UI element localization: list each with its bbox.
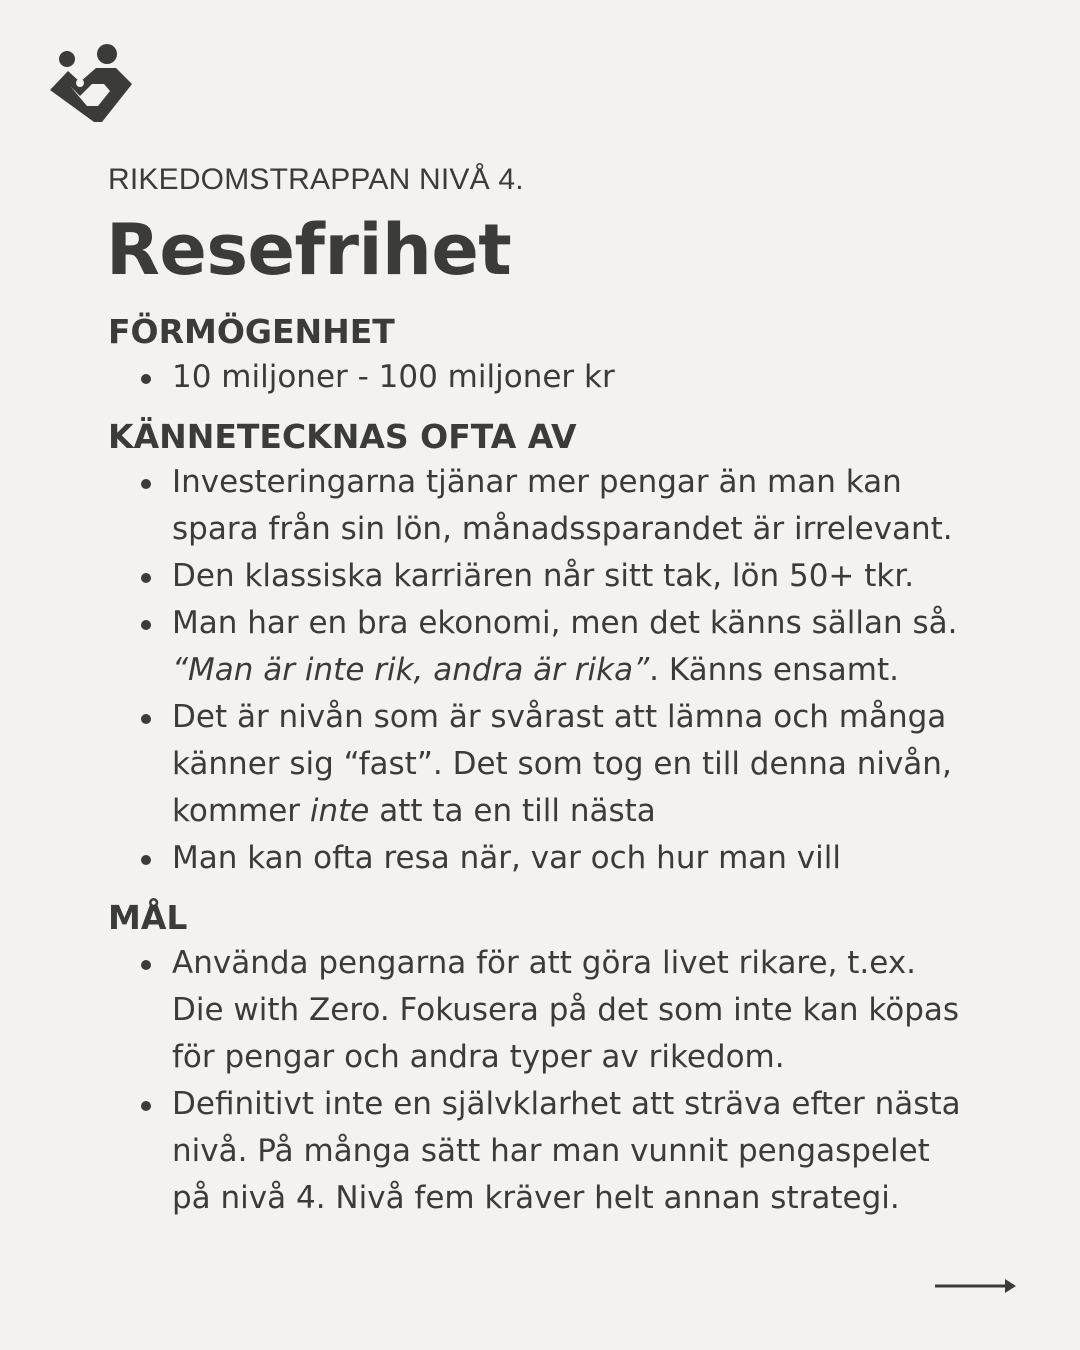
- people-heart-logo-icon: [44, 42, 138, 128]
- characteristics-list: [108, 459, 1028, 882]
- goals-list: [108, 940, 1028, 1222]
- list-item: Investeringarna tjänar mer pengar än man kan spara från sin lön, månadssparandet är irrelevant.: [108, 459, 1028, 553]
- list-item: Man kan ofta resa när, var och hur man vill: [108, 835, 1028, 882]
- page-title: Resefrihet: [106, 209, 512, 291]
- content: [108, 158, 1028, 1236]
- section-heading-kannetecknas: KÄNNETECKNAS OFTA AV: [108, 417, 577, 456]
- section-heading-formogenhet: FÖRMÖGENHET: [108, 312, 395, 351]
- page-kicker: RIKEDOMSTRAPPAN NIVÅ 4.: [108, 163, 524, 196]
- wealth-list: [108, 354, 1028, 401]
- section-heading-mal: MÅL: [108, 898, 188, 937]
- emphasis-text: inte: [309, 793, 370, 829]
- list-item: Man har en bra ekonomi, men det känns sällan så. “Man är inte rik, andra är rika”. Känns ensamt.: [108, 600, 1028, 694]
- list-item: Det är nivån som är svårast att lämna och många känner sig “fast”. Det som tog en till denna nivån, kommer inte att ta en till nästa: [108, 694, 1028, 835]
- list-item: 10 miljoner - 100 miljoner kr: [108, 354, 1028, 401]
- quote-text: “Man är inte rik, andra är rika”: [172, 652, 650, 688]
- list-item: Den klassiska karriären når sitt tak, lön 50+ tkr.: [108, 553, 1028, 600]
- arrow-right-icon[interactable]: [935, 1276, 1017, 1296]
- list-item: Definitivt inte en självklarhet att sträva efter nästa nivå. På många sätt har man vunnit pengaspelet på nivå 4. Nivå fem kräver helt annan strategi.: [108, 1081, 1028, 1222]
- list-item: Använda pengarna för att göra livet rikare, t.ex. Die with Zero. Fokusera på det som inte kan köpas för pengar och andra typer av rikedom.: [108, 940, 1028, 1081]
